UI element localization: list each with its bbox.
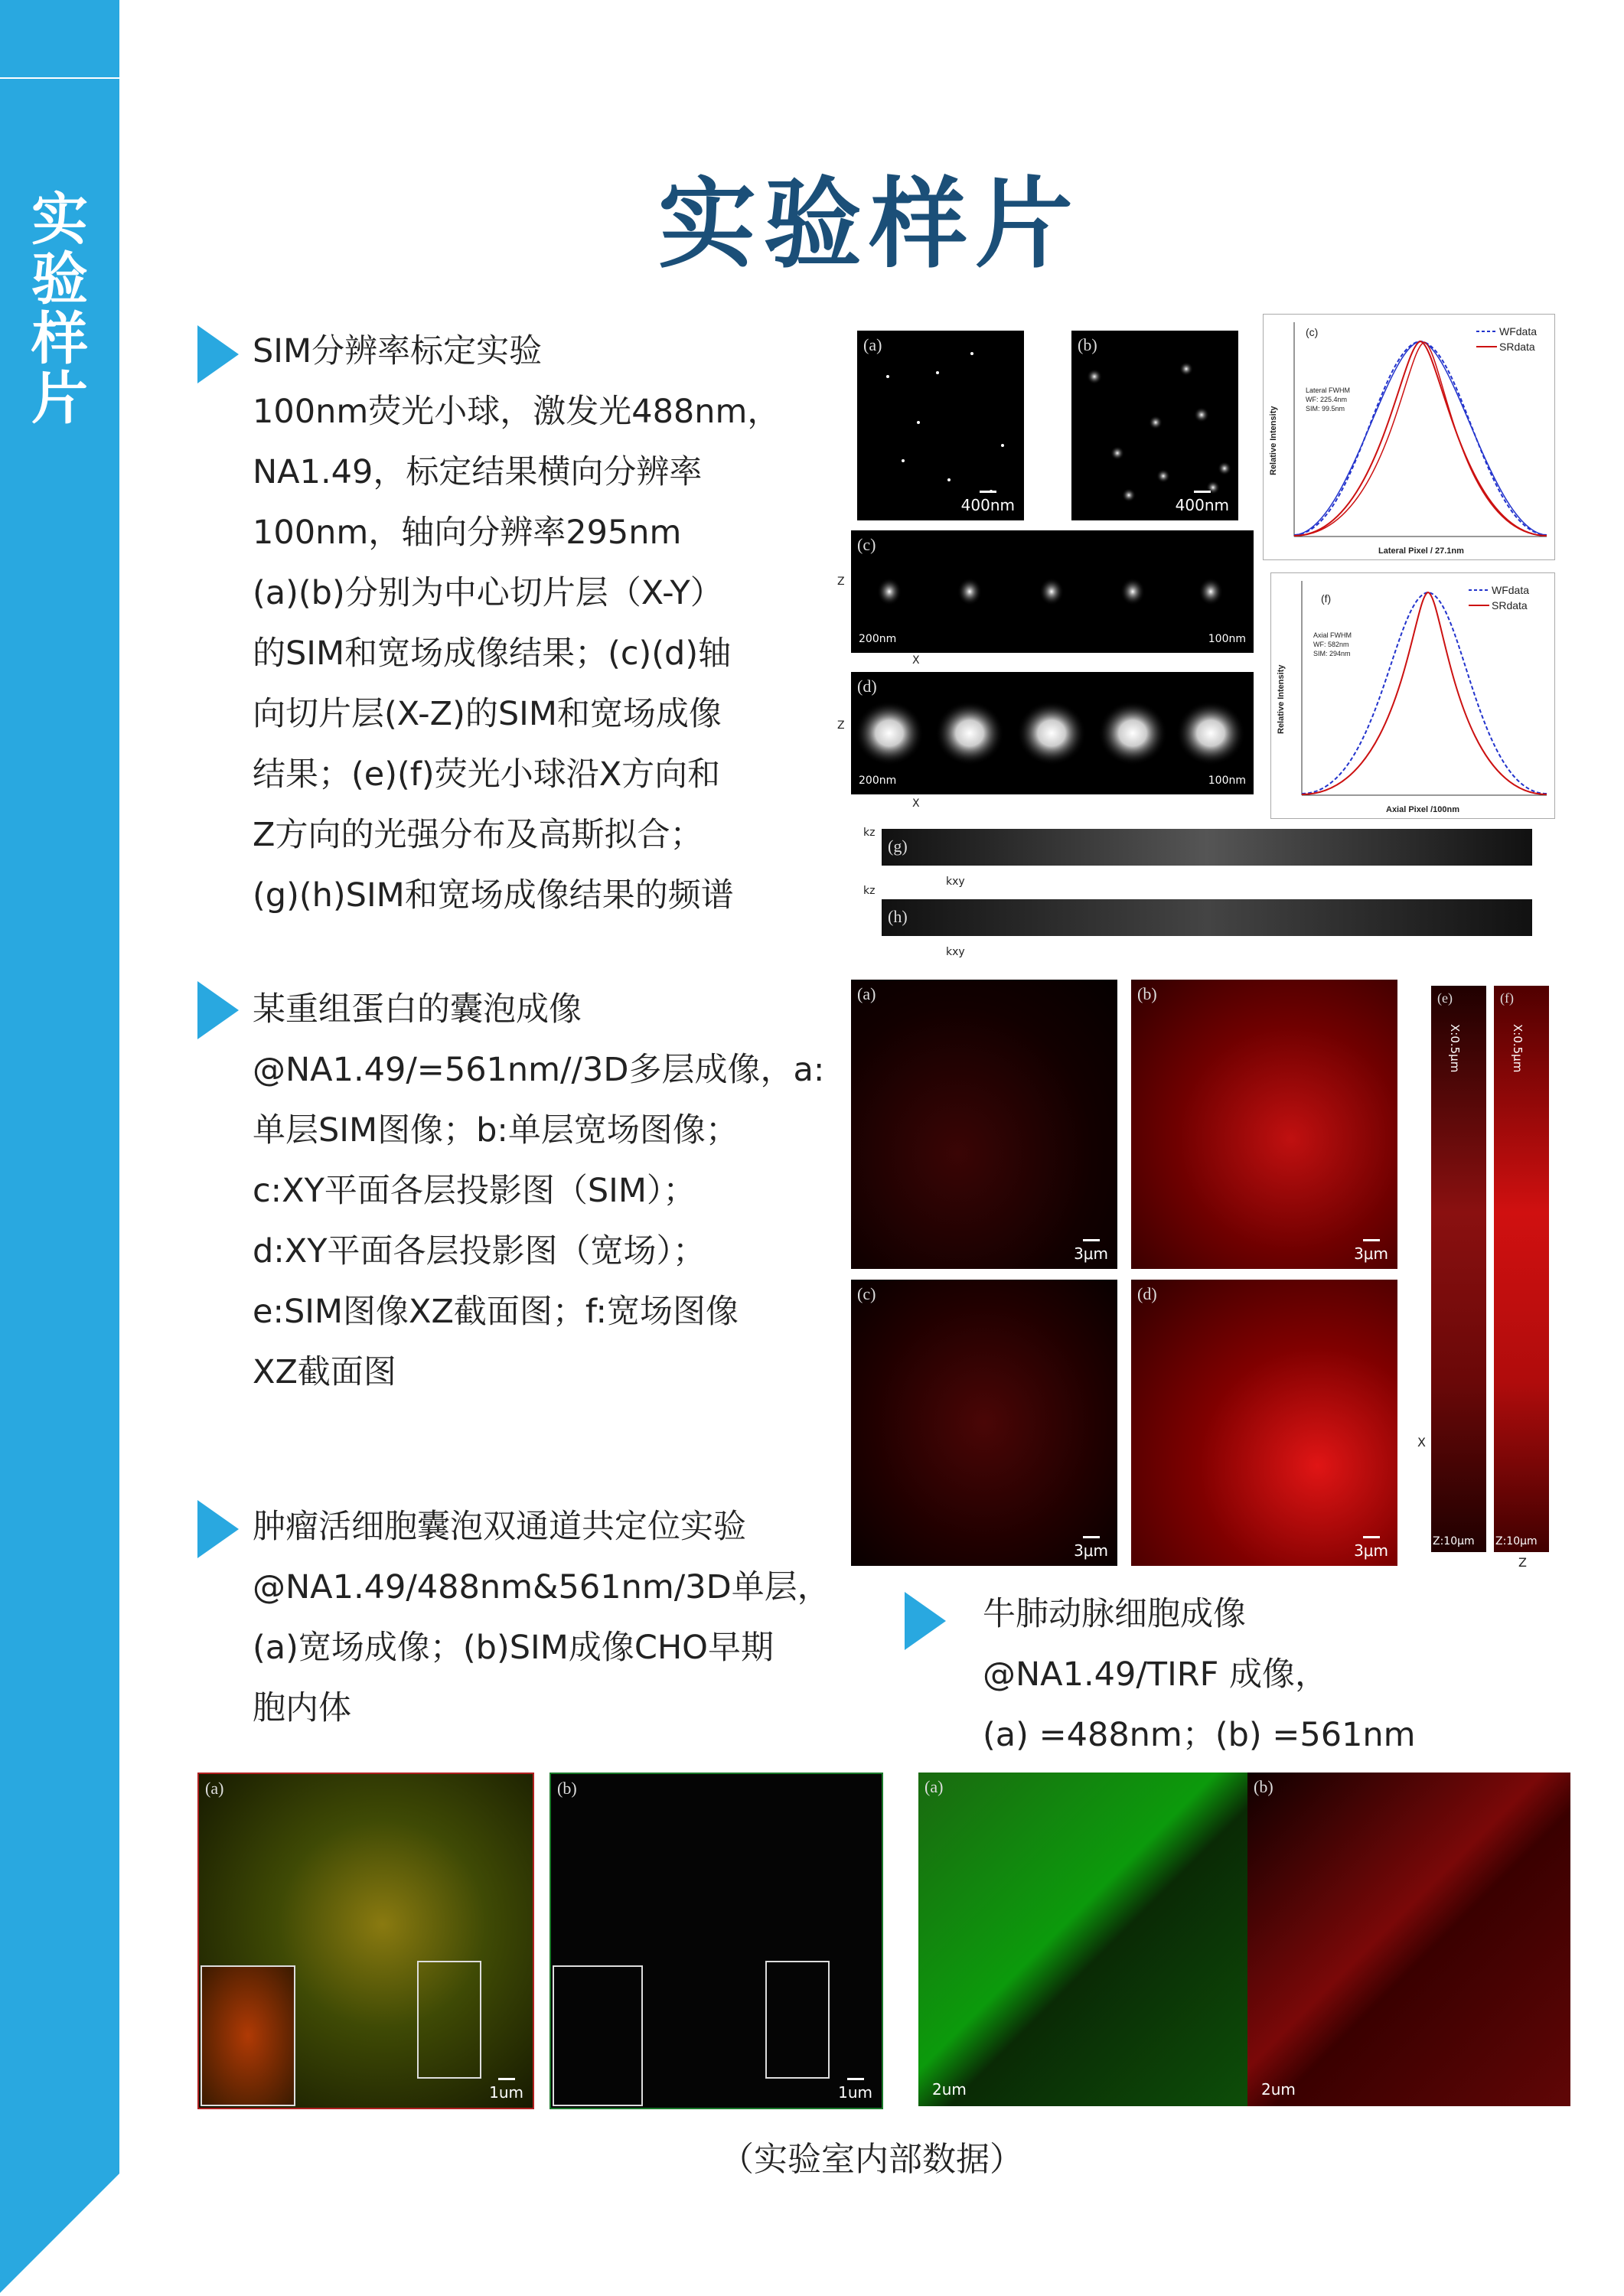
text-line: @NA1.49/488nm&561nm/3D单层， — [253, 1568, 830, 1606]
sim-spectrum-panel-g — [882, 829, 1532, 866]
plot-label: (f) — [1321, 592, 1332, 605]
text-line: 牛肺动脉细胞成像 — [983, 1595, 1246, 1633]
axial-profile-chart — [1271, 573, 1554, 818]
text-line: 的SIM和宽场成像结果；(c)(d)轴 — [253, 634, 732, 673]
panel-label: (b) — [1078, 335, 1097, 354]
sidebar-char: 片 — [31, 366, 88, 432]
text-line: 100nm，轴向分辨率295nm — [253, 514, 682, 552]
scale-label: 200nm — [859, 775, 897, 787]
widefield-xz-panel-d — [851, 672, 1254, 794]
scale-bar: 3μm — [1354, 1239, 1388, 1263]
xz-blobs — [851, 672, 1254, 794]
text-line: (a)(b)分别为中心切片层（X-Y） — [253, 574, 723, 612]
text-line: 向切片层(X-Z)的SIM和宽场成像 — [253, 695, 722, 733]
inset-box — [765, 1961, 830, 2079]
text-line: Z方向的光强分布及高斯拟合； — [253, 816, 703, 854]
panel-label: (a) — [205, 1779, 224, 1798]
section3-text — [253, 1497, 830, 1739]
scale-bar: 1um — [489, 2078, 523, 2102]
scale-bar: 3μm — [1074, 1536, 1108, 1560]
section-bullet-icon — [197, 325, 239, 383]
text-line: @NA1.49/=561nm//3D多层成像，a: — [253, 1051, 825, 1089]
section-bullet-icon — [905, 1592, 946, 1650]
text-line: @NA1.49/TIRF 成像， — [983, 1655, 1329, 1694]
plot-note: WF: 582nm — [1313, 641, 1349, 648]
plot-note: Axial FWHM — [1313, 631, 1352, 639]
inset-zoom — [553, 1965, 643, 2106]
section1-text — [253, 321, 780, 926]
axis-label: kxy — [946, 946, 965, 958]
section4-text — [983, 1584, 1416, 1766]
panel-label: (a) — [863, 335, 882, 354]
plot-xlabel: Axial Pixel /100nm — [1386, 805, 1459, 814]
lateral-profile-chart — [1264, 315, 1554, 559]
sim-xz-section-panel-e — [1431, 986, 1486, 1552]
inset-box — [417, 1961, 481, 2079]
legend-wf: WFdata — [1492, 584, 1530, 596]
scale-bar: 1um — [838, 2078, 872, 2102]
axis-label: Z — [837, 576, 845, 588]
legend-sr: SRdata — [1499, 341, 1535, 353]
scale-label: 100nm — [1208, 775, 1246, 787]
panel-label: (e) — [1437, 990, 1453, 1006]
plot-ylabel: Relative Intensity — [1277, 664, 1286, 734]
text-line: 肿瘤活细胞囊泡双通道共定位实验 — [253, 1508, 746, 1546]
scale-label: 2um — [1261, 2080, 1296, 2099]
sim-xz-panel-c — [851, 530, 1254, 653]
panel-label: (h) — [888, 907, 908, 926]
text-line: 100nm荧光小球，激发光488nm， — [253, 393, 781, 431]
legend-sr: SRdata — [1492, 599, 1528, 612]
xz-spots — [851, 530, 1254, 653]
text-line: e:SIM图像XZ截面图；f:宽场图像 — [253, 1293, 739, 1331]
plot-note: SIM: 99.5nm — [1306, 405, 1345, 413]
panel-label: (d) — [857, 677, 877, 696]
plot-note: SIM: 294nm — [1313, 650, 1351, 657]
scale-label: Z:10μm — [1495, 1535, 1538, 1548]
footer-note: （实验室内部数据） — [720, 2140, 1023, 2179]
plot-note: WF: 225.4nm — [1306, 396, 1348, 403]
widefield-spectrum-panel-h — [882, 899, 1532, 936]
widefield-xz-section-panel-f — [1494, 986, 1549, 1552]
axis-label: X — [912, 797, 920, 810]
text-line: SIM分辨率标定实验 — [253, 332, 543, 370]
text-line: 某重组蛋白的囊泡成像 — [253, 990, 582, 1029]
text-line: 胞内体 — [253, 1689, 351, 1727]
scale-label: Z:10μm — [1433, 1535, 1475, 1548]
inset-zoom — [201, 1965, 295, 2106]
axis-label: kz — [863, 827, 876, 839]
widefield-bead-panel-b — [1071, 331, 1238, 520]
section-bullet-icon — [197, 1500, 239, 1558]
text-line: (a) =488nm；(b) =561nm — [983, 1716, 1416, 1754]
tirf-488-panel-a — [918, 1773, 1247, 2106]
panel-label: (f) — [1500, 990, 1514, 1006]
text-line: d:XY平面各层投影图（宽场）； — [253, 1232, 706, 1270]
panel-label: (a) — [925, 1777, 944, 1796]
axial-profile-plot — [1270, 572, 1555, 819]
scale-bar: 400nm — [1176, 491, 1229, 514]
axis-label: X — [912, 654, 920, 667]
scale-bar: 3μm — [1354, 1536, 1388, 1560]
panel-label: (b) — [557, 1779, 577, 1798]
lateral-profile-plot — [1263, 314, 1555, 560]
text-line: (a)宽场成像；(b)SIM成像CHO早期 — [253, 1629, 774, 1667]
scale-label: 200nm — [859, 633, 897, 645]
scale-bar: 400nm — [961, 491, 1015, 514]
text-line: NA1.49，标定结果横向分辨率 — [253, 453, 703, 491]
sidebar-char: 实 — [31, 187, 88, 253]
text-line: (g)(h)SIM和宽场成像结果的频谱 — [253, 876, 734, 915]
panel-label: (b) — [1137, 984, 1157, 1003]
axis-label: X — [1417, 1435, 1426, 1450]
text-line: 结果；(e)(f)荧光小球沿X方向和 — [253, 755, 721, 794]
panel-label: (c) — [857, 535, 876, 554]
vesicle-sim-projection-panel-c — [851, 1280, 1117, 1566]
plot-label: (c) — [1306, 326, 1319, 338]
sim-bead-panel-a — [857, 331, 1024, 520]
panel-top-label: X:0.5μm — [1511, 1024, 1525, 1073]
plot-xlabel: Lateral Pixel / 27.1nm — [1378, 546, 1464, 556]
axis-label: kxy — [946, 876, 965, 888]
panel-label: (c) — [857, 1284, 876, 1303]
scale-bar: 3μm — [1074, 1239, 1108, 1263]
scale-label: 2um — [932, 2080, 967, 2099]
sidebar-char: 验 — [31, 246, 88, 312]
text-line: 单层SIM图像；b:单层宽场图像； — [253, 1111, 739, 1150]
page-title: 实验样片 — [657, 168, 1081, 282]
text-line: c:XY平面各层投影图（SIM）； — [253, 1172, 696, 1210]
scale-label: 100nm — [1208, 633, 1246, 645]
panel-label: (a) — [857, 984, 876, 1003]
vesicle-sim-panel-a — [851, 980, 1117, 1269]
legend-wf: WFdata — [1499, 325, 1538, 338]
panel-label: (d) — [1137, 1284, 1157, 1303]
sidebar-char: 样 — [31, 306, 88, 372]
colocalization-sim-panel-b — [549, 1773, 883, 2109]
plot-note: Lateral FWHM — [1306, 386, 1351, 394]
plot-ylabel: Relative Intensity — [1269, 406, 1278, 475]
axis-label: Z — [1518, 1555, 1527, 1570]
section-bullet-icon — [197, 981, 239, 1039]
panel-label: (b) — [1254, 1777, 1273, 1796]
text-line: XZ截面图 — [253, 1353, 396, 1391]
panel-top-label: X:0.5μm — [1448, 1024, 1462, 1073]
colocalization-widefield-panel-a — [197, 1773, 534, 2109]
section2-text — [253, 980, 824, 1403]
vesicle-widefield-panel-b — [1131, 980, 1397, 1269]
axis-label: kz — [863, 885, 876, 897]
tirf-561-panel-b — [1247, 1773, 1570, 2106]
axis-label: Z — [837, 719, 845, 732]
vesicle-widefield-projection-panel-d — [1131, 1280, 1397, 1566]
panel-label: (g) — [888, 837, 908, 856]
sidebar — [0, 0, 119, 2296]
